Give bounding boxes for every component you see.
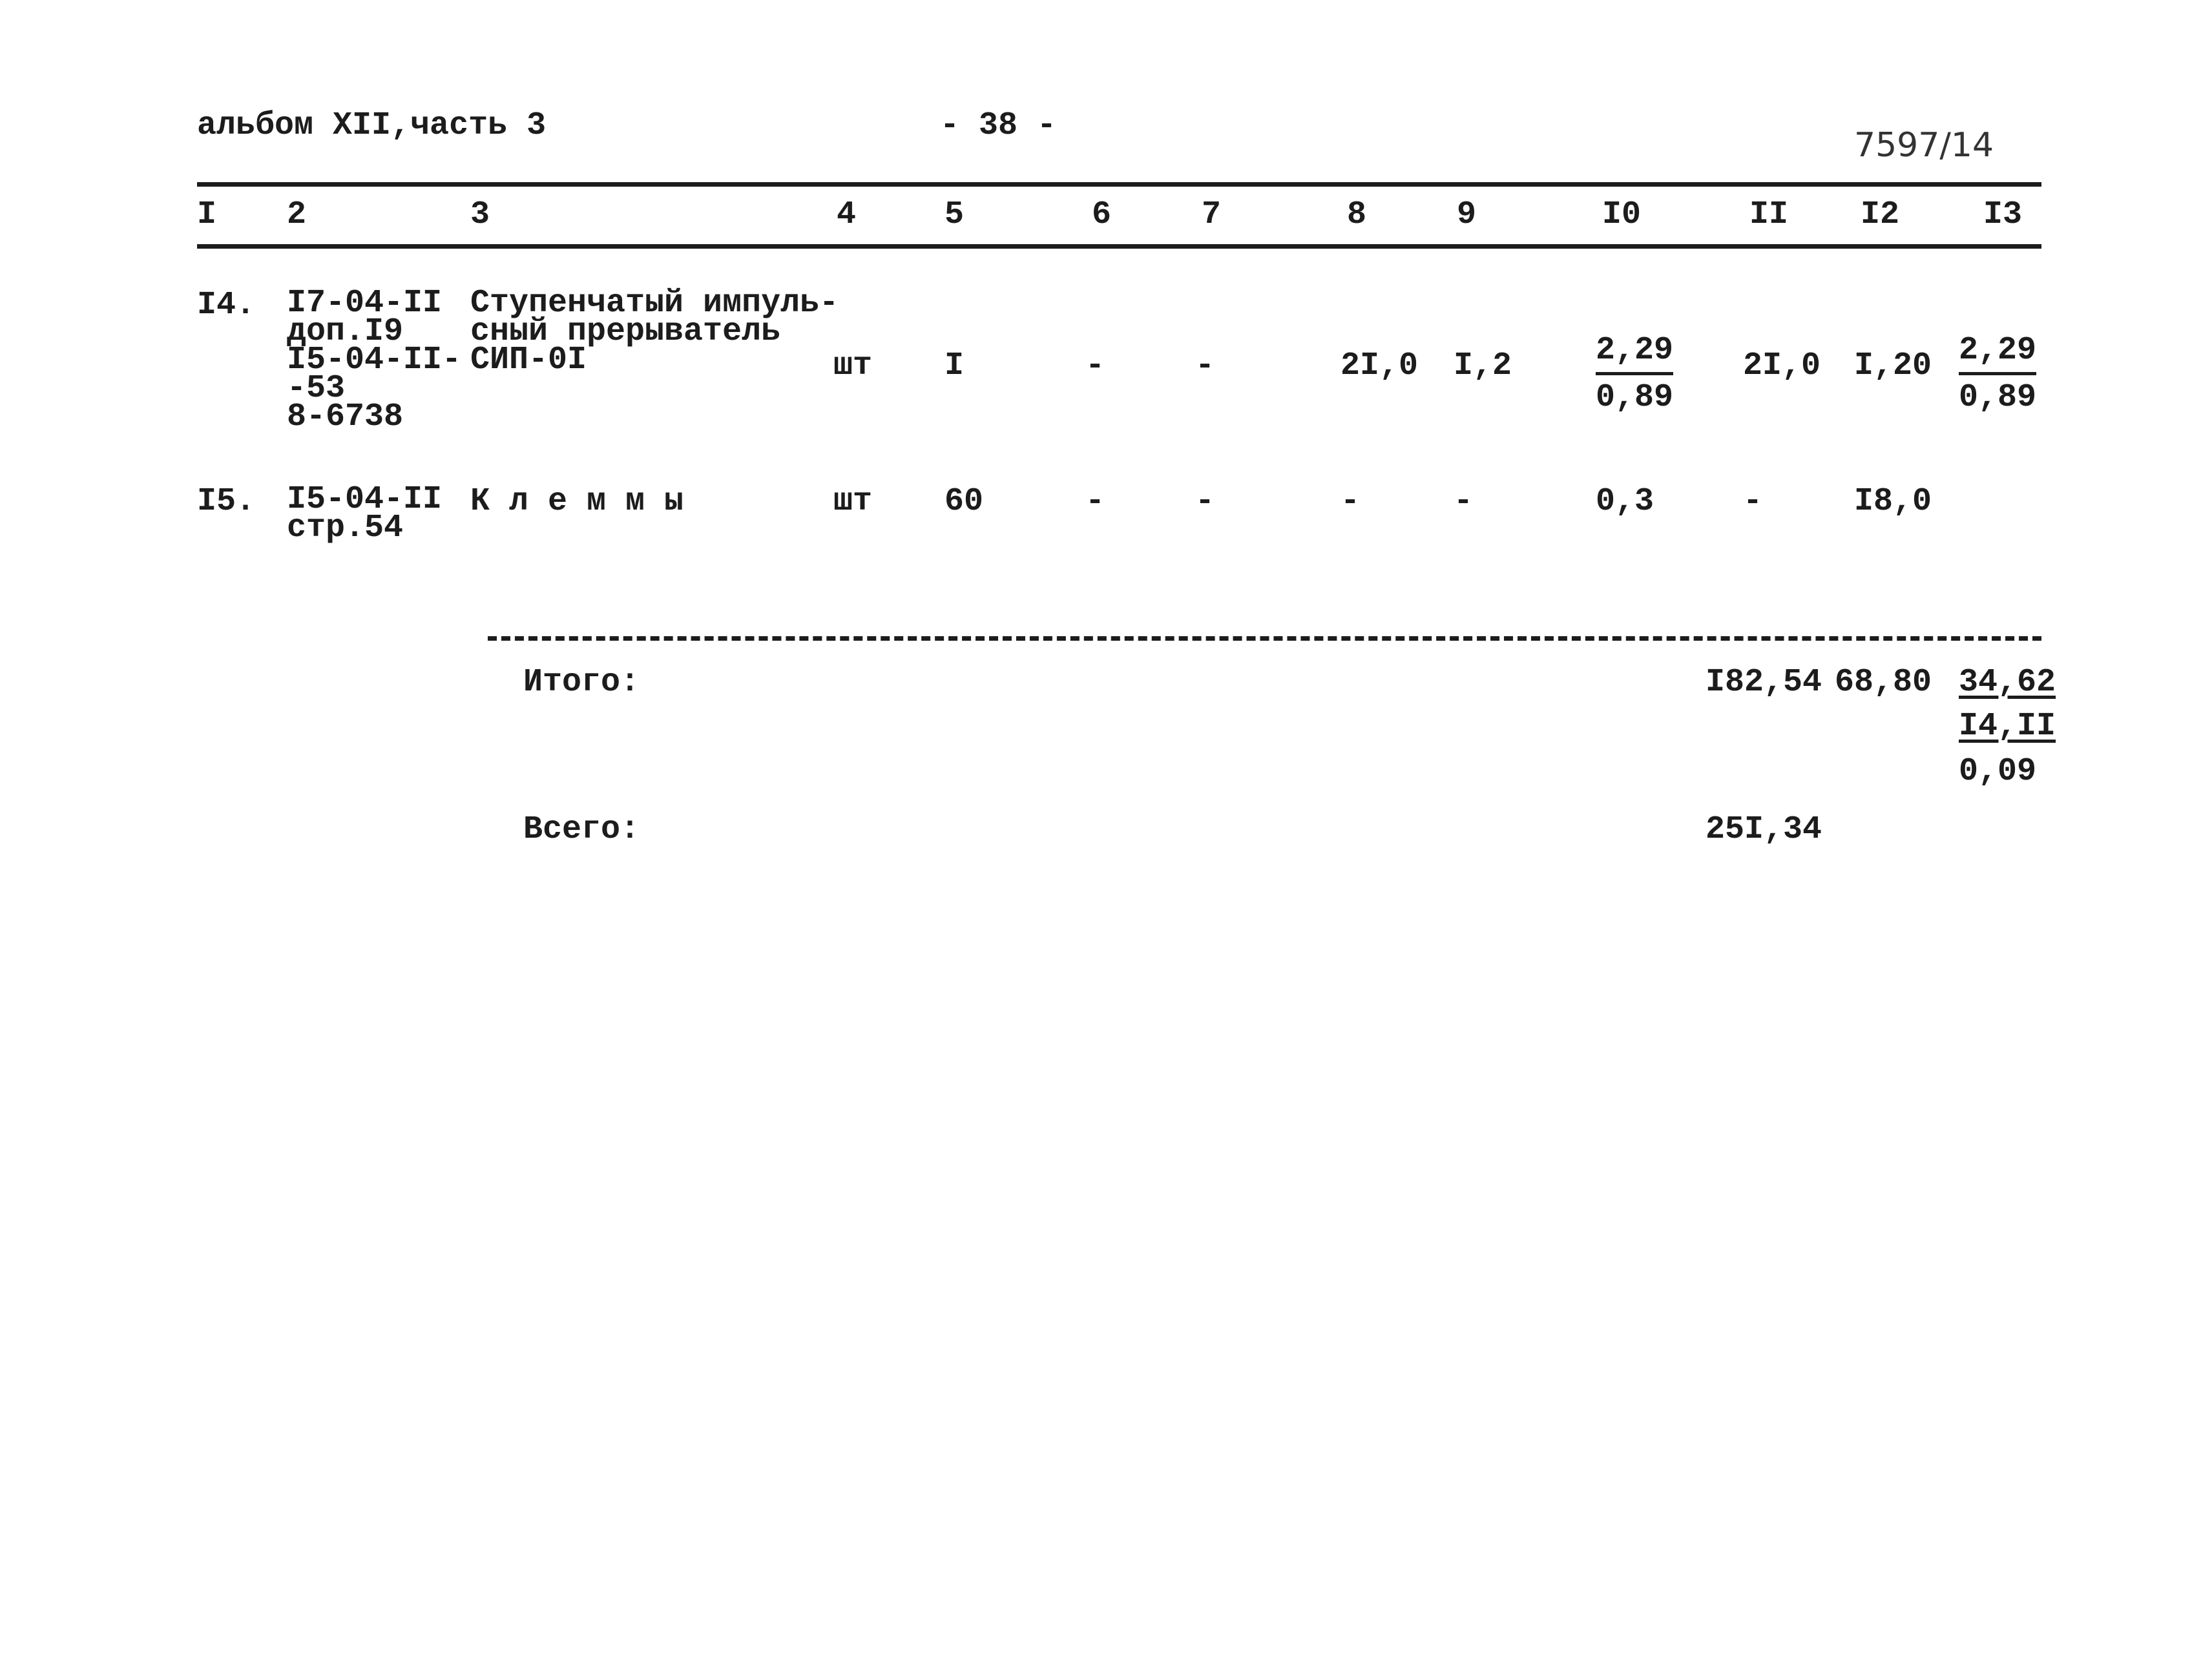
row-col11: 2I,0 <box>1743 347 1821 384</box>
itogo-col11: I82,54 <box>1706 664 1822 701</box>
column-header: 9 <box>1457 196 1477 233</box>
row-col10: 0,3 <box>1596 483 1654 520</box>
row-number: I4. <box>197 287 256 324</box>
row-col9: - <box>1454 483 1474 520</box>
row-codes: I7-04-II доп.I9 I5-04-II- -53 8-6738 <box>287 285 462 435</box>
row-number: I5. <box>197 483 256 520</box>
itogo-col13-line3: 0,09 <box>1959 753 2037 790</box>
row-name: К л е м м ы <box>470 483 684 520</box>
row-col8: 2I,0 <box>1341 347 1419 384</box>
row-col9: I,2 <box>1454 347 1512 384</box>
column-header: I2 <box>1861 196 1900 233</box>
row-col7: - <box>1195 483 1215 520</box>
fraction-numerator: 2,29 <box>1596 335 1673 375</box>
totals-separator <box>488 636 2041 641</box>
column-header: 7 <box>1202 196 1222 233</box>
fraction-denominator: 0,89 <box>1959 379 2037 416</box>
row-name: Ступенчатый импуль- сный прерыватель СИП-0I <box>470 285 839 378</box>
document-number: 7597/14 <box>1854 126 1994 165</box>
page-number: - 38 - <box>940 107 1057 144</box>
row-col7: - <box>1195 347 1215 384</box>
column-header: 2 <box>287 196 307 233</box>
column-header: I <box>197 196 217 233</box>
row-col12: I8,0 <box>1854 483 1932 520</box>
row-codes: I5-04-II стр.54 <box>287 481 443 546</box>
table-top-rule <box>197 182 2041 187</box>
row-col10-fraction <box>1596 332 1674 416</box>
itogo-col12: 68,80 <box>1835 664 1932 701</box>
row-unit: шт <box>833 347 873 384</box>
itogo-label: Итого: <box>523 664 640 701</box>
fraction-denominator: 0,89 <box>1596 379 1674 416</box>
fraction-numerator: 2,29 <box>1959 335 2036 375</box>
album-title: альбом XII,часть 3 <box>197 107 547 144</box>
row-qty: I <box>944 347 965 384</box>
column-header: II <box>1749 196 1789 233</box>
column-header: 3 <box>470 196 490 233</box>
row-col8: - <box>1341 483 1361 520</box>
table-header-rule <box>197 244 2041 249</box>
row-col12: I,20 <box>1854 347 1932 384</box>
itogo-col13-line2: I4,II <box>1959 708 2056 745</box>
itogo-col13-line1: 34,62 <box>1959 664 2056 701</box>
vsego-label: Всего: <box>523 811 640 848</box>
row-unit: шт <box>833 483 873 520</box>
row-col13-fraction <box>1959 332 2037 416</box>
vsego-col11: 25I,34 <box>1706 811 1822 848</box>
column-header: 5 <box>944 196 965 233</box>
column-header: 4 <box>837 196 857 233</box>
row-col11: - <box>1743 483 1763 520</box>
row-col6: - <box>1085 347 1105 384</box>
column-header: 6 <box>1092 196 1112 233</box>
row-qty: 60 <box>944 483 984 520</box>
column-header: I0 <box>1602 196 1642 233</box>
column-header: I3 <box>1983 196 2023 233</box>
row-col6: - <box>1085 483 1105 520</box>
column-header: 8 <box>1347 196 1367 233</box>
